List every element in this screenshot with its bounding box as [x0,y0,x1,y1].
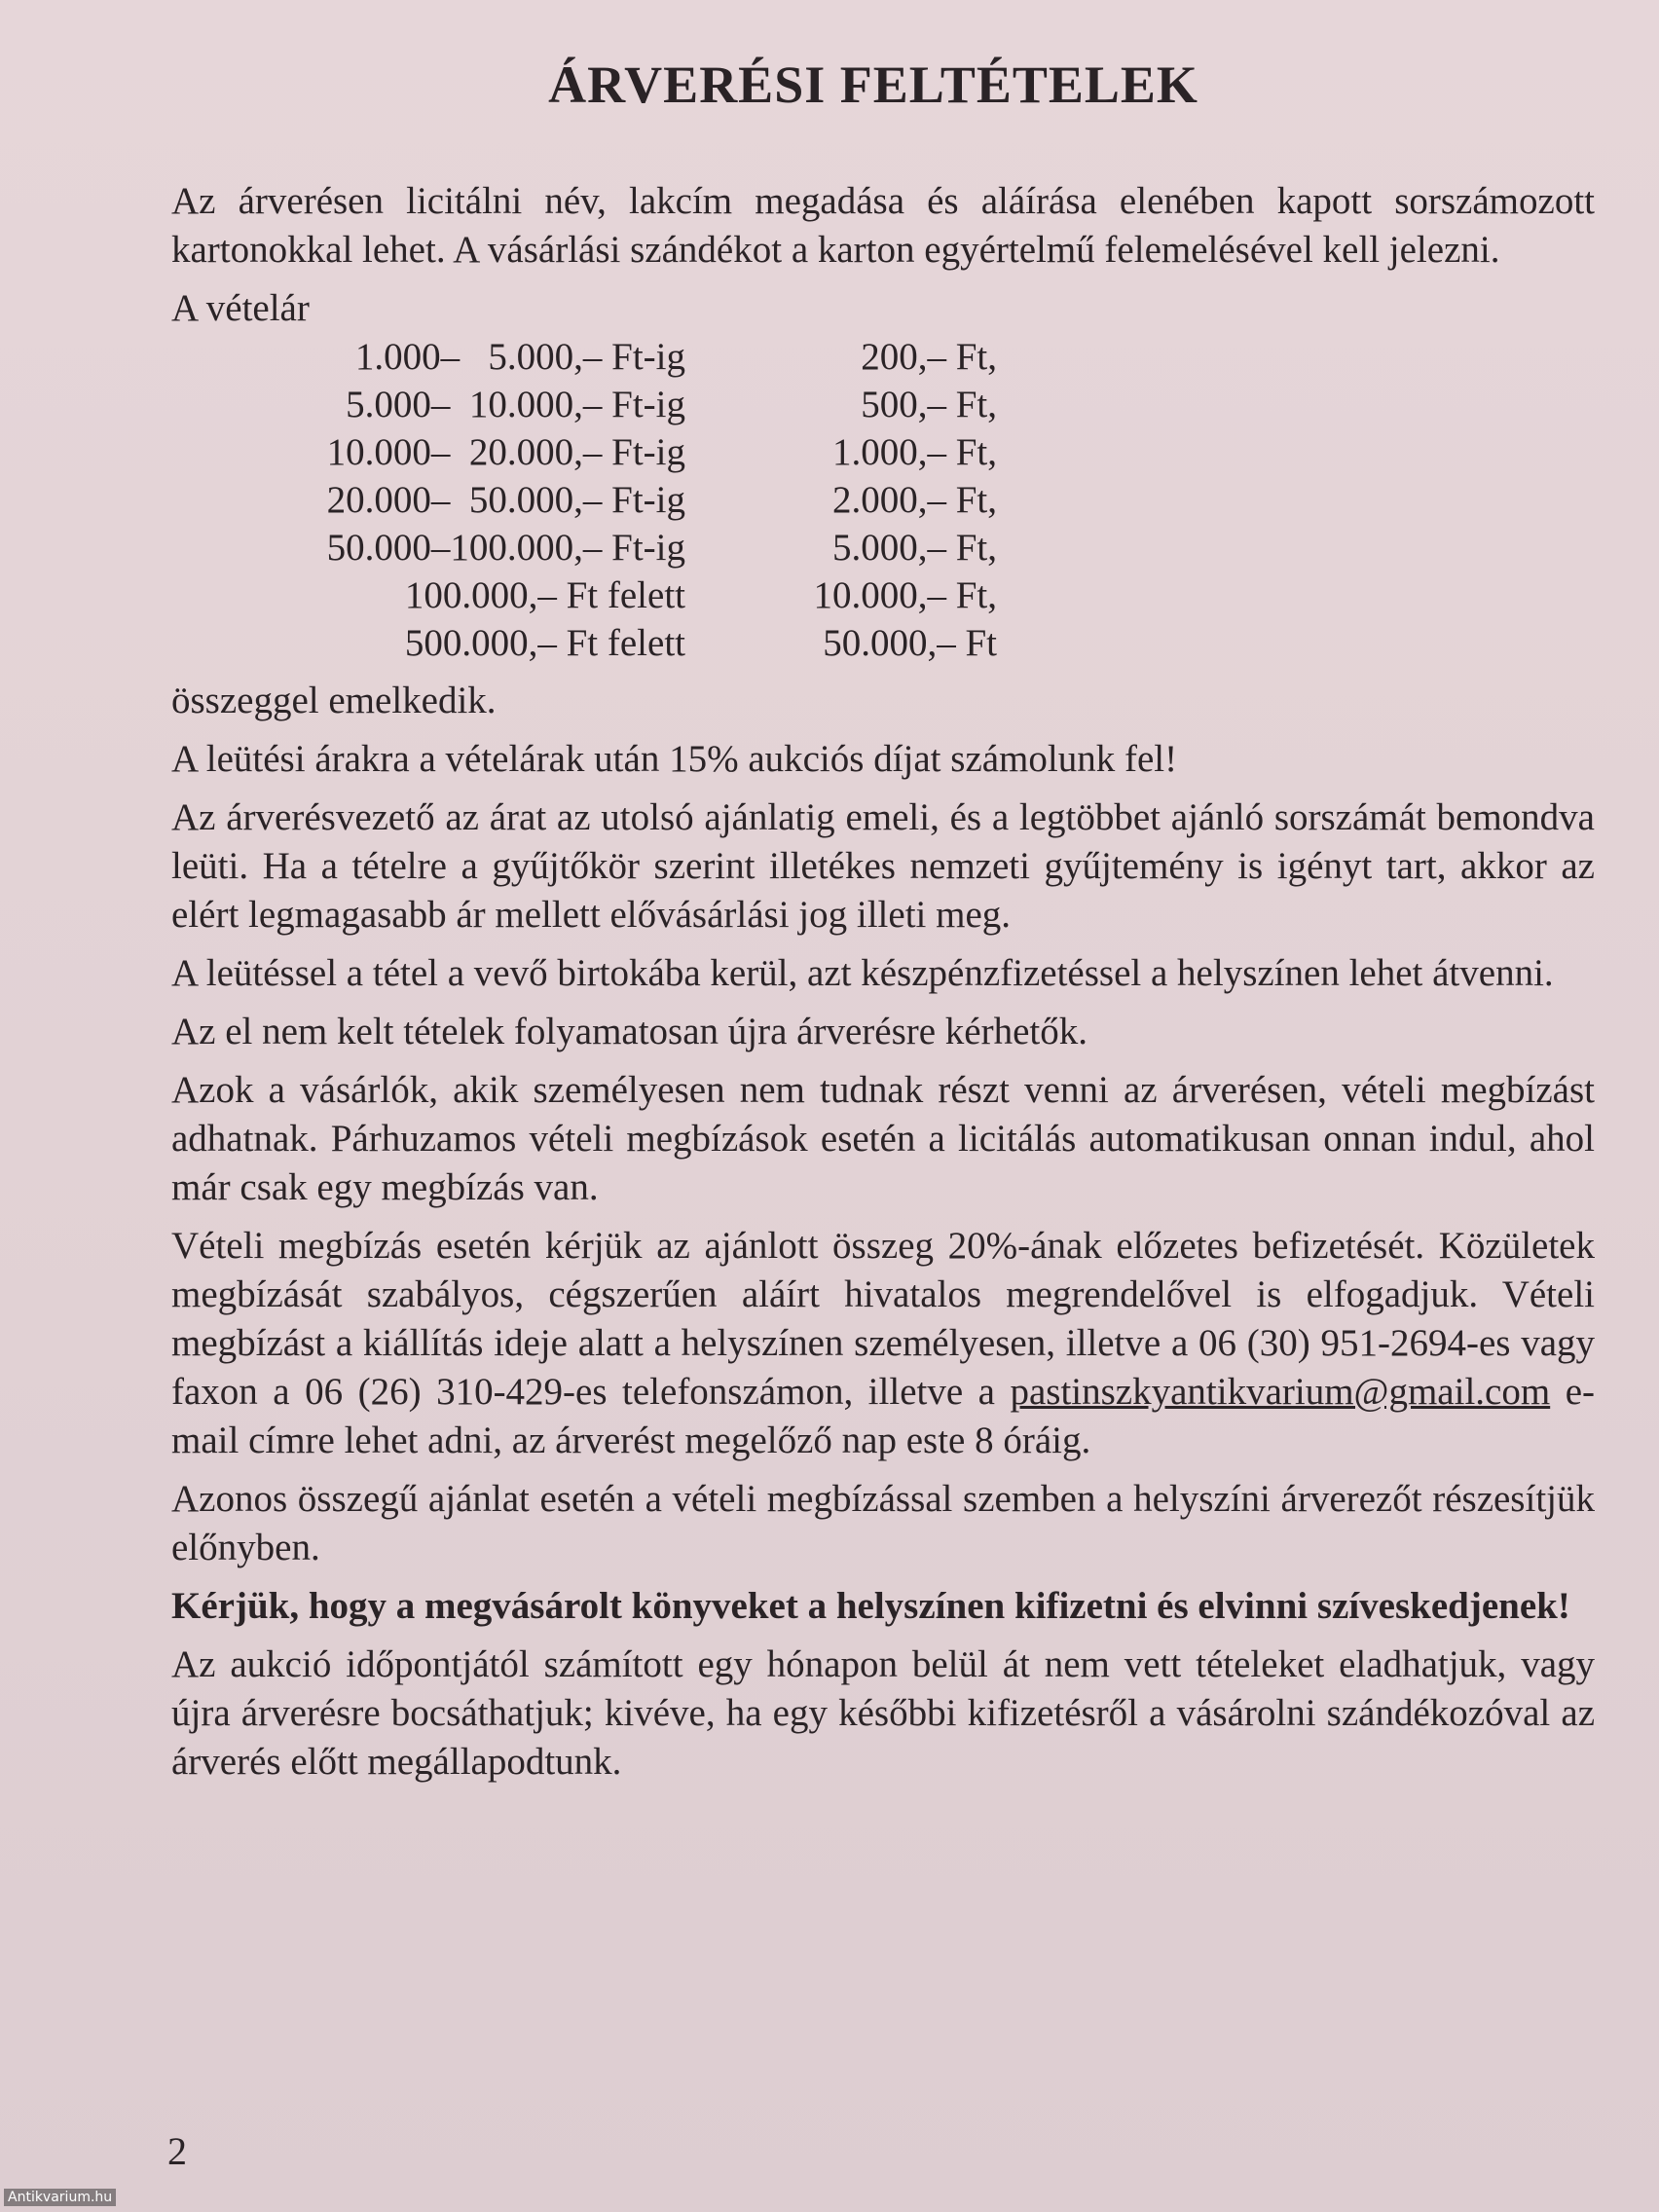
price-range: 20.000– 50.000,– Ft-ig [326,479,685,521]
commission-text-before: Vételi megbízás esetén kérjük az ajánlott összeg 20%-ának előzetes befizetését. Közületek megbízását szabályos, cégszerűen aláírt hivatalos megrendelővel is elfogadjuk. Vételi megbízást a kiállítás ideje alatt a helyszínen személyesen, illetve a 06 (30) 951-2694-es vagy faxon a 06 (26) 310-429-es telefonszámon, illetve a [171,1225,1595,1413]
equal-bids-paragraph: Azonos összegű ajánlat esetén a vételi megbízással szemben a helyszíni árverezőt részesítjük előnyben. [171,1478,1595,1568]
price-row [319,524,997,571]
price-outro: összeggel emelkedik. [171,680,497,721]
intro-paragraph: Az árverésen licitálni név, lakcím megadása és aláírása elenében kapott sorszámozott kartonokkal lehet. A vásárlási szándékot a karton egyértelmű felemelésével kell jelezni. [171,180,1595,271]
price-row [319,381,997,428]
price-step: 1.000,– Ft, [831,431,997,473]
auctioneer-paragraph: Az árverésvezető az árat az utolsó ajánlatig emeli, és a legtöbbet ajánló sorszámát bemondva leüti. Ha a tételre a gyűjtőkör szerint illetékes nemzeti gyűjtemény is igényt tart, akkor az elért legmagasabb ár mellett elővásárlási jog illeti meg. [171,796,1595,936]
absentee-paragraph: Azok a vásárlók, akik személyesen nem tudnak részt venni az árverésen, vételi megbízást adhatnak. Párhuzamos vételi megbízások esetén a licitálás automatikusan onnan indul, ahol már csak egy megbízás van. [171,1069,1595,1208]
price-step: 50.000,– Ft [823,622,997,664]
commission-paragraph [171,1222,1595,1465]
price-step: 2.000,– Ft, [831,479,997,521]
payment-notice: Kérjük, hogy a megvásárolt könyveket a helyszínen kifizetni és elvinni szíveskedjenek! [171,1585,1570,1627]
price-row [319,333,997,381]
price-range: 50.000–100.000,– Ft-ig [326,527,685,569]
unsold-paragraph: Az el nem kelt tételek folyamatosan újra árverésre kérhetők. [171,1011,1088,1052]
handover-paragraph: A leütéssel a tétel a vevő birtokába kerül, azt készpénzfizetéssel a helyszínen lehet átvenni. [171,952,1554,994]
price-step: 10.000,– Ft, [813,574,997,616]
price-step: 5.000,– Ft, [831,527,997,569]
price-step: 200,– Ft, [861,336,997,378]
price-range: 10.000– 20.000,– Ft-ig [326,431,685,473]
price-row [319,571,997,619]
price-row [319,619,997,667]
page-title: ÁRVERÉSI FELTÉTELEK [548,55,1198,114]
price-range: 500.000,– Ft felett [404,622,685,664]
watermark: Antikvarium.hu [4,2189,116,2206]
unclaimed-paragraph: Az aukció időpontjától számított egy hónapon belül át nem vett tételeket eladhatjuk, vagy újra árverésre bocsáthatjuk; kivéve, ha egy későbbi kifizetésről a vásárolni szándékozóval az árverés előtt megállapodtunk. [171,1643,1595,1783]
terms-body [171,177,1595,1796]
price-intro: A vételár [171,287,310,329]
page-number: 2 [167,2129,187,2173]
fee-paragraph: A leütési árakra a vételárak után 15% aukciós díjat számolunk fel! [171,738,1178,780]
price-range: 100.000,– Ft felett [404,574,685,616]
price-range: 5.000– 10.000,– Ft-ig [346,384,685,425]
price-row [319,476,997,524]
price-step: 500,– Ft, [861,384,997,425]
price-range: 1.000– 5.000,– Ft-ig [354,336,685,378]
email-link[interactable]: pastinszkyantikvarium@gmail.com [1010,1371,1551,1413]
price-row [319,428,997,476]
commission-text-after: e-mail címre lehet adni, az árverést megelőző nap este 8 óráig. [171,1371,1595,1461]
price-increment-table [319,333,997,667]
